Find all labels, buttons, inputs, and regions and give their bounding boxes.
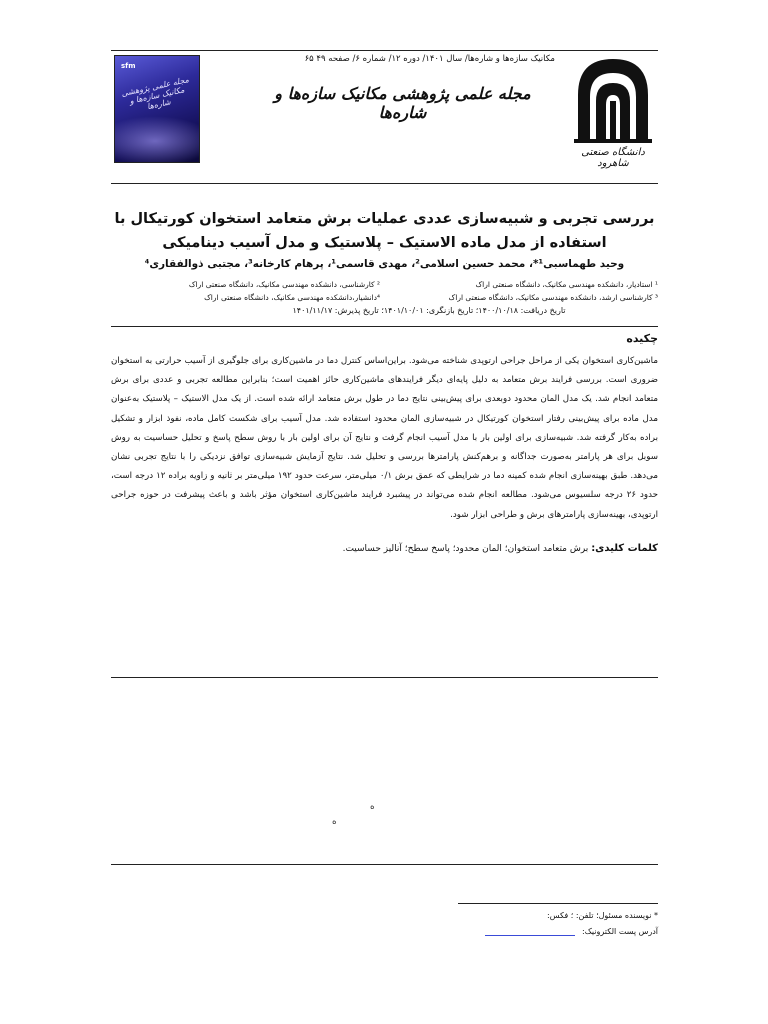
- header-bottom-rule: [111, 183, 658, 184]
- abstract-top-rule: [111, 326, 658, 327]
- cover-glow: [114, 116, 200, 163]
- abstract-heading: چکیده: [626, 332, 658, 345]
- paper-title: بررسی تجربی و شبیه‌سازی عددی عملیات برش متعامد استخوان کورتیکال با استفاده از مدل ماده الاستیک – پلاستیک و مدل آسیب دینامیکی: [114, 211, 655, 251]
- journal-cover-image: [114, 55, 200, 163]
- university-emblem-icon: [570, 55, 656, 145]
- affiliation-1: ¹ استادیار، دانشکده مهندسی مکانیک، دانشگاه صنعتی اراک: [475, 280, 658, 289]
- stray-mark-1: ه: [370, 802, 375, 812]
- cover-title: مجله علمی پژوهشی مکانیک سازه‌ها و شاره‌ها: [120, 75, 190, 112]
- affiliations-right: [395, 278, 658, 304]
- journal-title: مجله علمی پژوهشی مکانیک سازه‌ها و شاره‌ها: [274, 84, 531, 122]
- journal-meta: مکانیک سازه‌ها و شاره‌ها/ سال ۱۴۰۱/ دوره ۱۲/ شماره ۶/ صفحه ۴۹ ۶۵: [304, 54, 555, 64]
- section-rule-2: [111, 864, 658, 865]
- keywords-text: برش متعامد استخوان؛ المان محدود؛ پاسخ سطح؛ آنالیز حساسیت.: [342, 544, 589, 554]
- affiliation-3: ³ کارشناسی ارشد، دانشکده مهندسی مکانیک، دانشگاه صنعتی اراک: [448, 293, 658, 302]
- keywords-label: کلمات کلیدی:: [591, 543, 658, 554]
- stray-mark-2: ه: [332, 817, 337, 827]
- affiliation-4: ⁴دانشیار،دانشکده مهندسی مکانیک، دانشگاه صنعتی اراک: [204, 293, 380, 302]
- email-link[interactable]: [485, 935, 575, 936]
- section-rule-1: [111, 677, 658, 678]
- affiliations-left: [120, 278, 380, 304]
- keywords-line: [111, 543, 658, 554]
- university-logo: [570, 55, 656, 169]
- abstract-body: ماشین‌کاری استخوان یکی از مراحل جراحی ارتوپدی شناخته می‌شود. براین‌اساس کنترل دما در ماشین‌کاری برای جلوگیری از آسیب حرارتی به استخوان ضروری است. بررسی فرایند برش متعامد به دلیل پایه‌ای دیگر فرایندهای ماشین‌کاری حائز اهمیت است؛ بنابراین مطالعه تجربی و عددی برای برش متعامد انجام شد. یک مدل المان محدود دوبعدی برای پیش‌بینی نتایج دما در طول برش متعامد ارائه شده است. از یک مدل الاستیک – پلاستیک به‌عنوان مدل ماده برای پیش‌بینی رفتار استخوان کورتیکال در شبیه‌سازی المان محدود استفاده شد. مدل آسیب برای شکست کامل ماده، نفوذ ابزار و تشکیل براده به‌کار گرفته شد. شبیه‌سازی برای اولین بار با مدل آسیب انجام گرفت و نتایج آن برای اولین بار با روش سطح پاسخ و تحلیل حساسیت به روش سوبل برای هر پارامتر به‌صورت جداگانه و برهم‌کنش پارامترها بررسی و تحلیل شد. نتایج آزمایش شبیه‌سازی توافق نزدیکی را با نتایج تجربی نشان می‌دهد. طبق بهینه‌سازی انجام شده کمینه دما در شرایطی که عمق برش ۰/۱ میلی‌متر، سرعت حدود ۱۹۲ میلی‌متر بر ثانیه و زاویه براده ۱۲ درجه است، حدود ۲۶ درجه سلسیوس می‌شود. مطالعه انجام شده می‌تواند در پیشبرد فرایند ماشین‌کاری استخوان مؤثر باشد و باعث پیشرفت در حوزه جراحی ارتوپدی، بهینه‌سازی پارامترهای برش و طراحی ابزار شود.: [111, 356, 658, 520]
- cover-brand-logo: sfm: [121, 62, 136, 70]
- submission-dates: تاریخ دریافت: ۱۴۰۰/۱۰/۱۸؛ تاریخ بازنگری: ۱۴۰۱/۱۰/۰۱؛ تاریخ پذیرش: ۱۴۰۱/۱۱/۱۷: [292, 306, 566, 315]
- footnote-rule: [458, 903, 658, 904]
- email-line: [380, 927, 658, 936]
- university-name: دانشگاه صنعتی شاهرود: [581, 147, 645, 169]
- email-label: آدرس پست الکترونیک:: [582, 927, 658, 936]
- corresponding-author-note: * نویسنده مسئول؛ تلفن: ؛ فکس:: [547, 911, 658, 920]
- affiliation-2: ² کارشناسی، دانشکده مهندسی مکانیک، دانشگاه صنعتی اراک: [188, 280, 380, 289]
- header-top-rule: [111, 50, 658, 51]
- author-list: وحید طهماسبی¹*، محمد حسین اسلامی²، مهدی قاسمی¹، پرهام کارخانه³، مجتبی ذوالفقاری⁴: [144, 258, 625, 270]
